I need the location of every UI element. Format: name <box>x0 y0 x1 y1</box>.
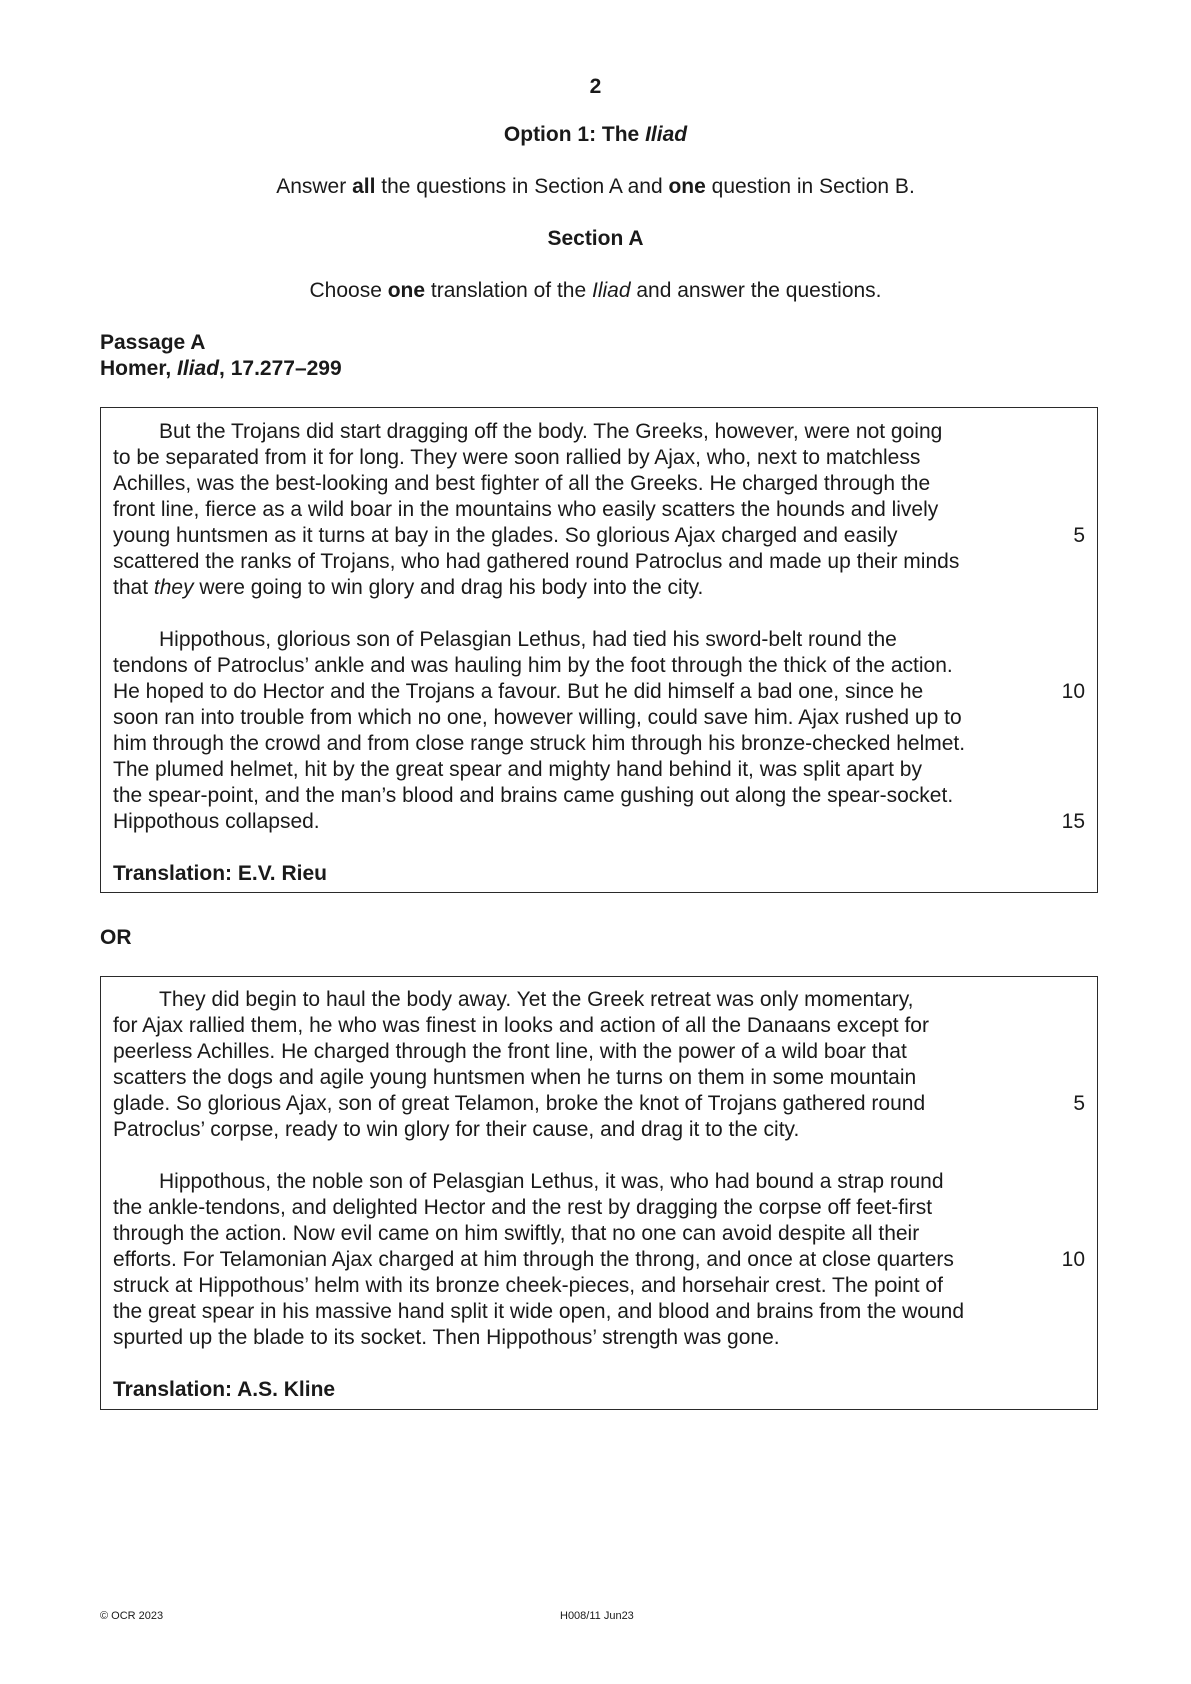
instr-part-2: the questions in Section A and <box>375 175 669 198</box>
text-line <box>113 575 1013 601</box>
text-line: efforts. For Telamonian Ajax charged at him through the throng, and once at close quarters <box>113 1248 954 1271</box>
choose-part-2: translation of the <box>425 279 592 302</box>
text-line: to be separated from it for long. They were soon rallied by Ajax, who, next to matchless <box>113 446 921 469</box>
passage-label: Passage A <box>100 331 206 354</box>
instructions <box>0 174 1191 200</box>
translation-a-credit: Translation: E.V. Rieu <box>113 862 327 885</box>
choose-part-3: and answer the questions. <box>630 279 882 302</box>
page-number: 2 <box>589 75 602 98</box>
text-post: were going to win glory and drag his body into the city. <box>193 576 704 599</box>
passage-source <box>100 356 342 382</box>
choose-part-1: Choose <box>309 279 388 302</box>
text-line: spurted up the blade to its socket. Then Hippothous’ strength was gone. <box>113 1326 780 1349</box>
text-line: the ankle-tendons, and delighted Hector and the rest by dragging the corpse off feet-first <box>113 1196 933 1219</box>
text-line: Achilles, was the best-looking and best fighter of all the Greeks. He charged through the <box>113 472 931 495</box>
text-line: for Ajax rallied them, he who was finest in looks and action of all the Danaans except for <box>113 1014 929 1037</box>
text-line: Hippothous, glorious son of Pelasgian Lethus, had tied his sword-belt round the <box>159 628 897 651</box>
text-line: the spear-point, and the man’s blood and brains came gushing out along the spear-socket. <box>113 784 954 807</box>
text-line: The plumed helmet, hit by the great spear and mighty hand behind it, was split apart by <box>113 758 922 781</box>
text-line: soon ran into trouble from which no one, however willing, could save him. Ajax rushed up to <box>113 706 962 729</box>
text-line: scattered the ranks of Trojans, who had gathered round Patroclus and made up their minds <box>113 550 960 573</box>
line-number: 5 <box>1073 524 1085 547</box>
text-line: young huntsmen as it turns at bay in the glades. So glorious Ajax charged and easily <box>113 524 898 547</box>
translation-a-box <box>100 407 1098 893</box>
or-label: OR <box>100 926 132 949</box>
instr-part-3: question in Section B. <box>705 175 915 198</box>
text-line: peerless Achilles. He charged through the front line, with the power of a wild boar that <box>113 1040 907 1063</box>
footer-copyright: © OCR 2023 <box>100 1610 164 1622</box>
text-line: through the action. Now evil came on him swiftly, that no one can avoid despite all their <box>113 1222 920 1245</box>
line-number: 10 <box>1061 680 1085 703</box>
line-number: 15 <box>1061 810 1085 833</box>
text-line: Hippothous collapsed. <box>113 810 320 833</box>
text-line: the great spear in his massive hand split it wide open, and blood and brains from the wound <box>113 1300 965 1323</box>
text-line: But the Trojans did start dragging off the body. The Greeks, however, were not going <box>159 420 943 443</box>
text-line: They did begin to haul the body away. Yet the Greek retreat was only momentary, <box>159 988 914 1011</box>
footer-code: H008/11 Jun23 <box>560 1610 634 1622</box>
source-suffix: , 17.277–299 <box>219 357 342 380</box>
text-pre: that <box>113 576 154 599</box>
text-line: tendons of Patroclus’ ankle and was hauling him by the foot through the thick of the action. <box>113 654 953 677</box>
text-line: Hippothous, the noble son of Pelasgian Lethus, it was, who had bound a strap round <box>159 1170 944 1193</box>
section-title: Section A <box>547 227 644 250</box>
translation-a-paragraph-2 <box>113 627 1013 835</box>
text-line: Patroclus’ corpse, ready to win glory for their cause, and drag it to the city. <box>113 1118 800 1141</box>
text-line: He hoped to do Hector and the Trojans a favour. But he did himself a bad one, since he <box>113 680 924 703</box>
text-line: him through the crowd and from close range struck him through his bronze-checked helmet. <box>113 732 966 755</box>
translation-b-paragraph-2 <box>113 1169 1013 1351</box>
line-number: 10 <box>1061 1248 1085 1271</box>
text-line: scatters the dogs and agile young huntsmen when he turns on them in some mountain <box>113 1066 917 1089</box>
instr-one: one <box>668 175 706 198</box>
choose-iliad: Iliad <box>591 279 631 302</box>
translation-a-paragraph-1 <box>113 419 1013 601</box>
line-number: 5 <box>1073 1092 1085 1115</box>
translation-b-credit: Translation: A.S. Kline <box>113 1378 336 1401</box>
text-line: glade. So glorious Ajax, son of great Telamon, broke the knot of Trojans gathered round <box>113 1092 926 1115</box>
text-italic: they <box>153 576 194 599</box>
instr-all: all <box>352 175 376 198</box>
option-title-prefix: Option 1: The <box>503 123 646 146</box>
translation-b-box <box>100 976 1098 1410</box>
source-prefix: Homer, <box>100 357 178 380</box>
translation-b-paragraph-1 <box>113 987 1013 1143</box>
text-line: struck at Hippothous’ helm with its bronze cheek-pieces, and horsehair crest. The point of <box>113 1274 943 1297</box>
choose-instruction <box>0 278 1191 304</box>
option-title-italic: Iliad <box>645 123 688 146</box>
option-title <box>0 122 1191 148</box>
choose-one: one <box>387 279 426 302</box>
source-italic: Iliad <box>177 357 220 380</box>
instr-part-1: Answer <box>276 175 353 198</box>
text-line: front line, fierce as a wild boar in the mountains who easily scatters the hounds and lively <box>113 498 939 521</box>
